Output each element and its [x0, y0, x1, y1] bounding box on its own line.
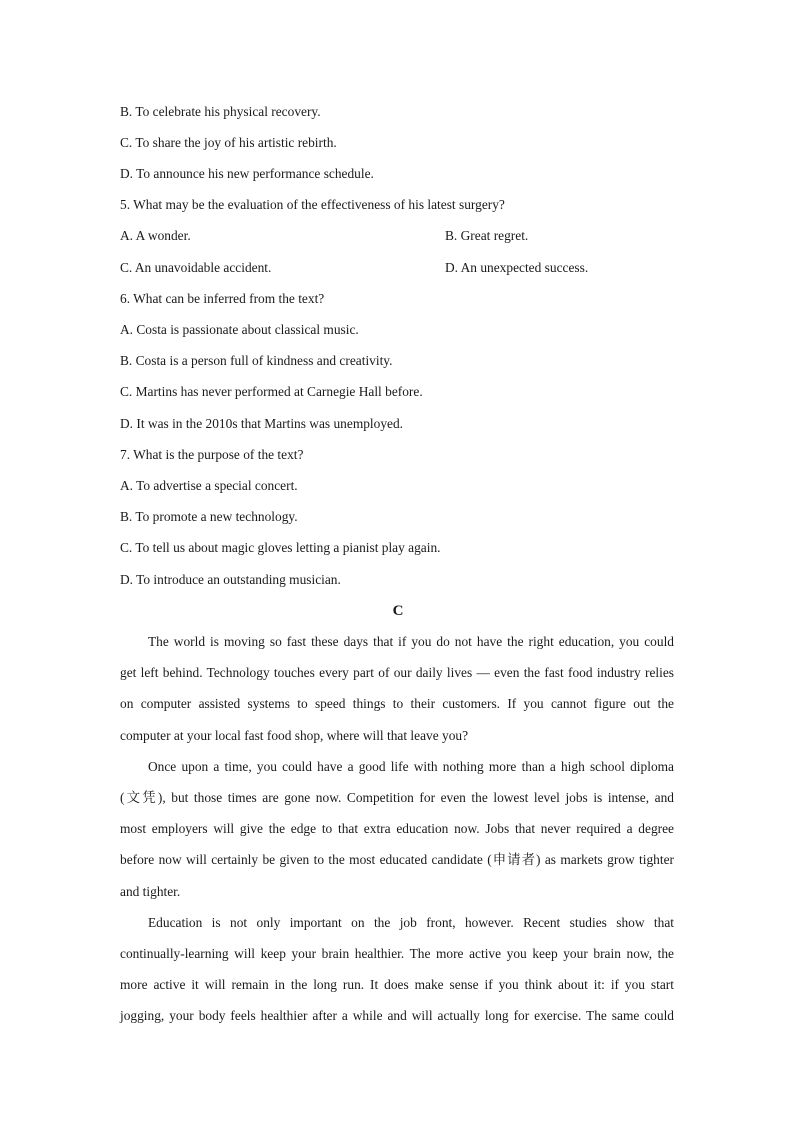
paragraph-line: (文凭), but those times are gone now. Competition for even the lowest level jobs is intense, and [120, 790, 674, 805]
paragraph-line: Education is not only important on the job front, however. Recent studies show that [148, 915, 674, 930]
paragraph-line: before now will certainly be given to the most educated candidate (申请者) as markets grow tighter [120, 852, 674, 867]
q5-option-a: A. A wonder. [120, 228, 191, 243]
q6-stem: 6. What can be inferred from the text? [120, 291, 325, 306]
q6-option-b: B. Costa is a person full of kindness and creativity. [120, 353, 393, 368]
paragraph-line: continually-learning will keep your brain healthier. The more active you keep your brain now, the [120, 946, 674, 961]
paragraph-line: on computer assisted systems to speed things to their customers. If you cannot figure out the [120, 696, 674, 711]
q7-stem: 7. What is the purpose of the text? [120, 447, 304, 462]
q7-option-a: A. To advertise a special concert. [120, 478, 298, 493]
paragraph-line: jogging, your body feels healthier after a while and will actually long for exercise. The same could [120, 1008, 674, 1023]
paragraph-line: The world is moving so fast these days that if you do not have the right education, you could [148, 634, 674, 649]
paragraph-line: Once upon a time, you could have a good life with nothing more than a high school diploma [148, 759, 674, 774]
section-heading: C [392, 603, 404, 619]
q7-option-b: B. To promote a new technology. [120, 509, 298, 524]
q5-stem: 5. What may be the evaluation of the effectiveness of his latest surgery? [120, 197, 505, 212]
q7-option-d: D. To introduce an outstanding musician. [120, 572, 341, 587]
q6-option-c: C. Martins has never performed at Carnegie Hall before. [120, 384, 423, 399]
q7-option-c: C. To tell us about magic gloves letting a pianist play again. [120, 540, 441, 555]
q6-option-d: D. It was in the 2010s that Martins was unemployed. [120, 416, 404, 431]
q5-option-c: C. An unavoidable accident. [120, 260, 272, 275]
q5-option-d: D. An unexpected success. [445, 260, 589, 275]
q4-option-c: C. To share the joy of his artistic rebirth. [120, 135, 337, 150]
q4-option-d: D. To announce his new performance schedule. [120, 166, 374, 181]
paragraph-line: most employers will give the edge to that extra education now. Jobs that never required a degree [120, 821, 674, 836]
q5-option-b: B. Great regret. [445, 228, 529, 243]
q6-option-a: A. Costa is passionate about classical music. [120, 322, 359, 337]
paragraph-line: get left behind. Technology touches every part of our daily lives — even the fast food industry relies [120, 665, 674, 680]
q4-option-b: B. To celebrate his physical recovery. [120, 104, 321, 119]
paragraph-line: and tighter. [120, 884, 181, 899]
paragraph-line: computer at your local fast food shop, where will that leave you? [120, 728, 469, 743]
paragraph-line: more active it will remain in the long run. It does make sense if you think about it: if you start [120, 977, 674, 992]
